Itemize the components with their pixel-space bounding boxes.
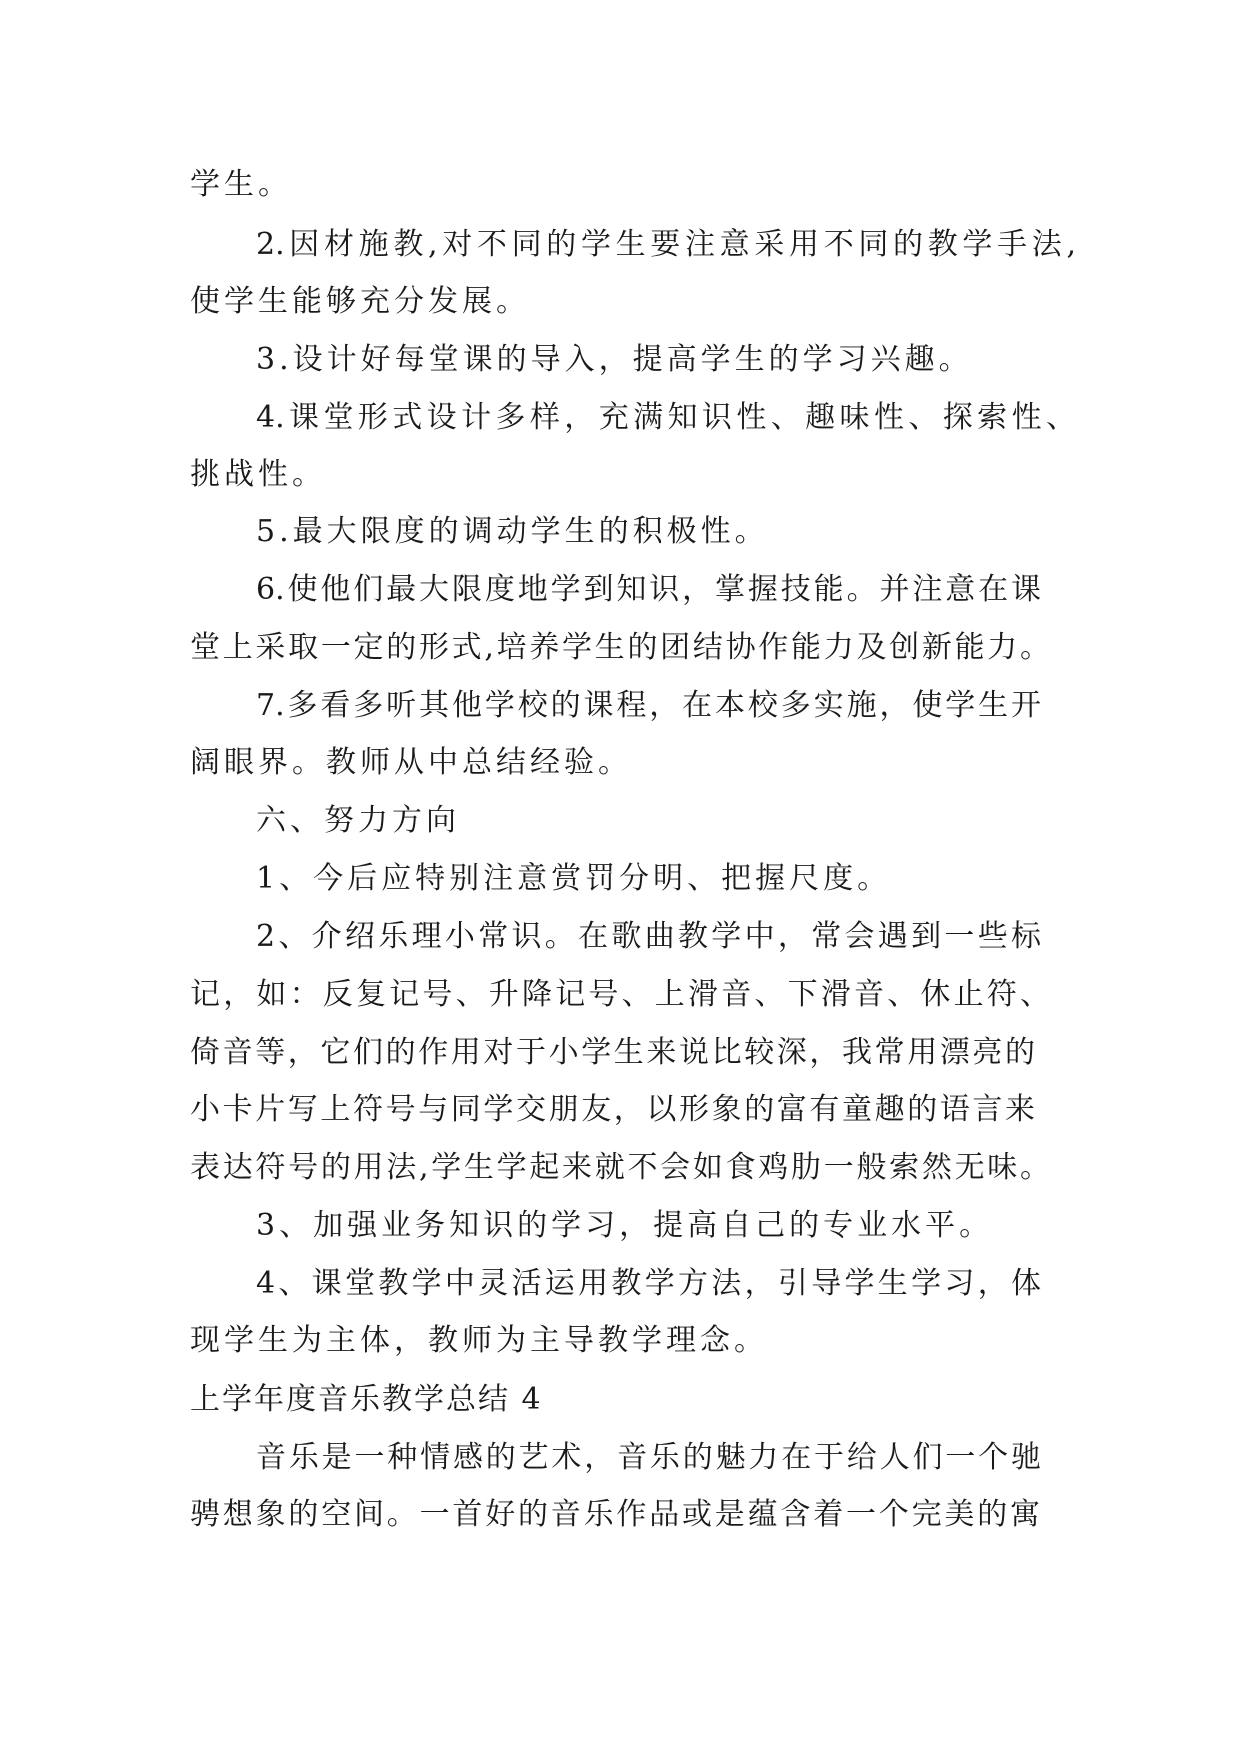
- text-line: 4、课堂教学中灵活运用教学方法，引导学生学习，体: [256, 1266, 1041, 1301]
- text-line: 表达符号的用法,学生学起来就不会如食鸡肋一般索然无味。: [190, 1150, 1050, 1185]
- text-line: 记，如：反复记号、升降记号、上滑音、下滑音、休止符、: [190, 977, 1050, 1012]
- section-title: 上学年度音乐教学总结 4: [190, 1382, 543, 1417]
- text-line: 堂上采取一定的形式,培养学生的团结协作能力及创新能力。: [190, 630, 1050, 665]
- text-line: 音乐是一种情感的艺术，音乐的魅力在于给人们一个驰: [256, 1440, 1041, 1475]
- text-line: 骋想象的空间。一首好的音乐作品或是蕴含着一个完美的寓: [190, 1497, 1040, 1532]
- text-line: 阔眼界。教师从中总结经验。: [190, 745, 632, 780]
- text-line: 使学生能够充分发展。: [190, 284, 530, 319]
- text-line: 倚音等，它们的作用对于小学生来说比较深，我常用漂亮的: [190, 1035, 1035, 1070]
- text-line: 2、介绍乐理小常识。在歌曲教学中，常会遇到一些标: [256, 919, 1041, 954]
- text-line: 4.课堂形式设计多样，充满知识性、趣味性、探索性、: [256, 400, 1076, 435]
- text-line: 学生。: [190, 167, 292, 202]
- text-line: 5.最大限度的调动学生的积极性。: [256, 514, 769, 549]
- text-line: 现学生为主体，教师为主导教学理念。: [190, 1323, 768, 1358]
- text-line: 7.多看多听其他学校的课程，在本校多实施，使学生开: [256, 688, 1041, 723]
- text-line: 小卡片写上符号与同学交朋友，以形象的富有童趣的语言来: [190, 1092, 1035, 1127]
- text-line: 挑战性。: [190, 457, 326, 492]
- text-line: 3、加强业务知识的学习，提高自己的专业水平。: [256, 1208, 994, 1243]
- text-line: 2.因材施教,对不同的学生要注意采用不同的教学手法,: [256, 227, 1076, 262]
- text-line: 6.使他们最大限度地学到知识，掌握技能。并注意在课: [256, 572, 1041, 607]
- text-line: 1、今后应特别注意赏罚分明、把握尺度。: [256, 861, 892, 896]
- section-heading: 六、努力方向: [256, 803, 460, 838]
- text-line: 3.设计好每堂课的导入，提高学生的学习兴趣。: [256, 342, 973, 377]
